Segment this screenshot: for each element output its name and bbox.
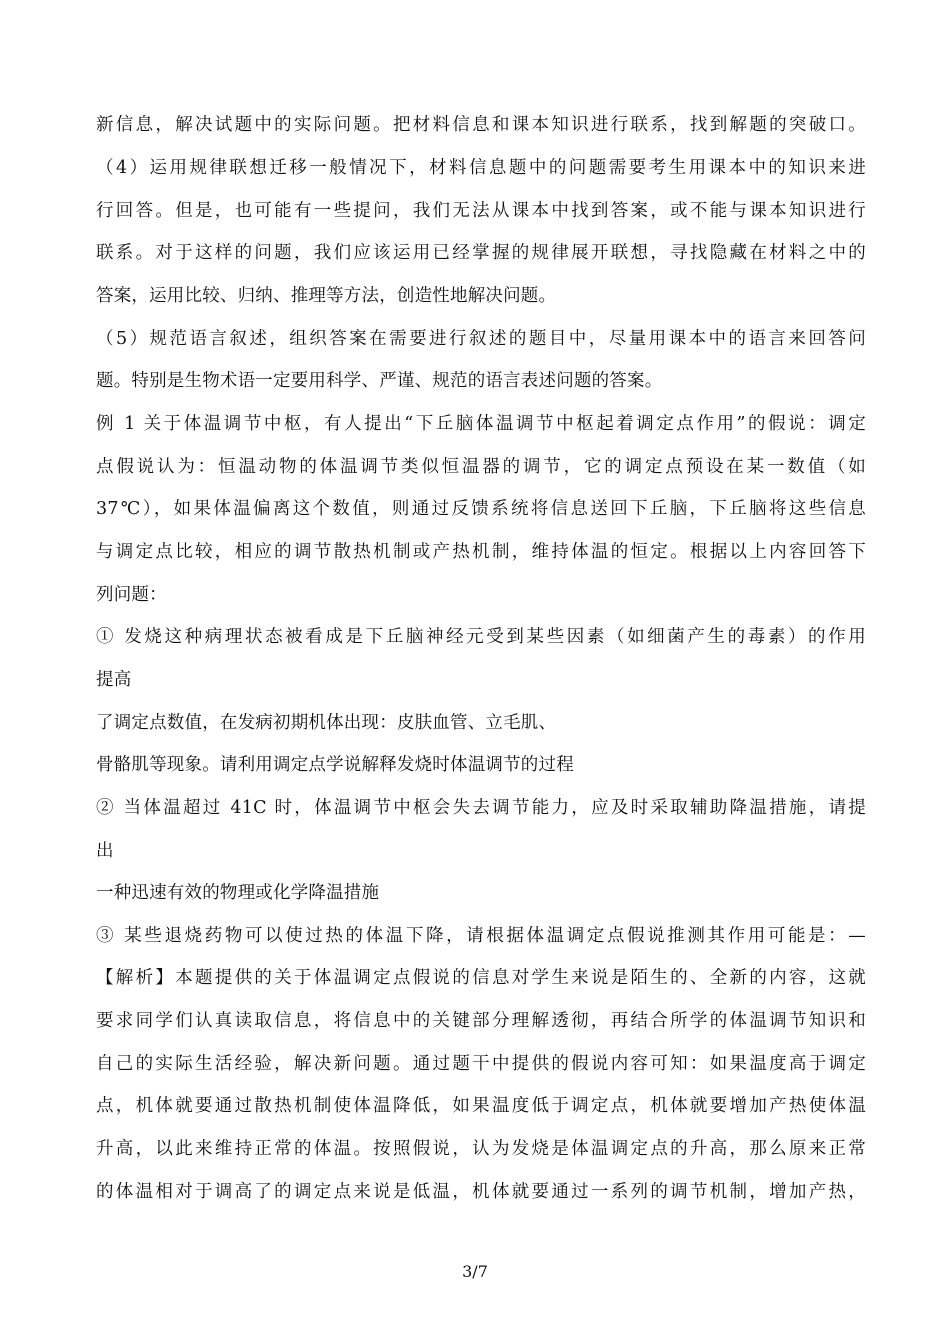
- text-line: 列问题：: [96, 585, 167, 605]
- text-line: 行回答。但是，也可能有一些提问，我们无法从课本中找到答案，或不能与课本知识进行: [96, 201, 866, 221]
- text-line: ② 当体温超过 41C 时，体温调节中枢会失去调节能力，应及时采取辅助降温措施，请提: [96, 798, 866, 818]
- text-line: 提高: [96, 670, 132, 690]
- text-line: 骨骼肌等现象。请利用调定点学说解释发烧时体温调节的过程: [96, 755, 574, 775]
- text-line: （4）运用规律联想迁移一般情况下，材料信息题中的问题需要考生用课本中的知识来进: [96, 158, 866, 178]
- text-line: 与调定点比较，相应的调节散热机制或产热机制，维持体温的恒定。根据以上内容回答下: [96, 542, 866, 562]
- text-line: 例 1 关于体温调节中枢，有人提出“下丘脑体温调节中枢起着调定点作用”的假说：调定: [96, 414, 866, 434]
- text-line: 联系。对于这样的问题，我们应该运用已经掌握的规律展开联想，寻找隐藏在材料之中的: [96, 243, 866, 263]
- text-line: 题。特别是生物术语一定要用科学、严谨、规范的语言表述问题的答案。: [96, 371, 663, 391]
- text-line: （5）规范语言叙述，组织答案在需要进行叙述的题目中，尽量用课本中的语言来回答问: [96, 329, 866, 349]
- text-line: 要求同学们认真读取信息，将信息中的关键部分理解透彻，再结合所学的体温调节知识和: [96, 1011, 866, 1031]
- text-line: ① 发烧这种病理状态被看成是下丘脑神经元受到某些因素（如细菌产生的毒素）的作用: [96, 627, 866, 647]
- text-line: 点，机体就要通过散热机制使体温降低，如果温度低于调定点，机体就要增加产热使体温: [96, 1096, 866, 1116]
- text-line: 自己的实际生活经验，解决新问题。通过题干中提供的假说内容可知：如果温度高于调定: [96, 1054, 866, 1074]
- page-number: 3/7: [462, 1262, 488, 1281]
- text-line: 了调定点数值，在发病初期机体出现：皮肤血管、立毛肌、: [96, 713, 557, 733]
- text-line: 新信息，解决试题中的实际问题。把材料信息和课本知识进行联系，找到解题的突破口。: [96, 115, 866, 135]
- text-line: 升高，以此来维持正常的体温。按照假说，认为发烧是体温调定点的升高，那么原来正常: [96, 1139, 866, 1159]
- text-line: 37℃），如果体温偏离这个数值，则通过反馈系统将信息送回下丘脑，下丘脑将这些信息: [96, 499, 866, 519]
- text-line: 一种迅速有效的物理或化学降温措施: [96, 883, 380, 903]
- text-line: 【解析】本题提供的关于体温调定点假说的信息对学生来说是陌生的、全新的内容，这就: [96, 968, 866, 988]
- text-line: 的体温相对于调高了的调定点来说是低温，机体就要通过一系列的调节机制，增加产热，: [96, 1182, 866, 1202]
- text-line: 答案，运用比较、归纳、推理等方法，创造性地解决问题。: [96, 286, 557, 306]
- text-line: 点假说认为：恒温动物的体温调节类似恒温器的调节，它的调定点预设在某一数值（如: [96, 457, 866, 477]
- text-line: 出: [96, 841, 114, 861]
- text-line: ③ 某些退烧药物可以使过热的体温下降，请根据体温调定点假说推测其作用可能是：—: [96, 926, 866, 946]
